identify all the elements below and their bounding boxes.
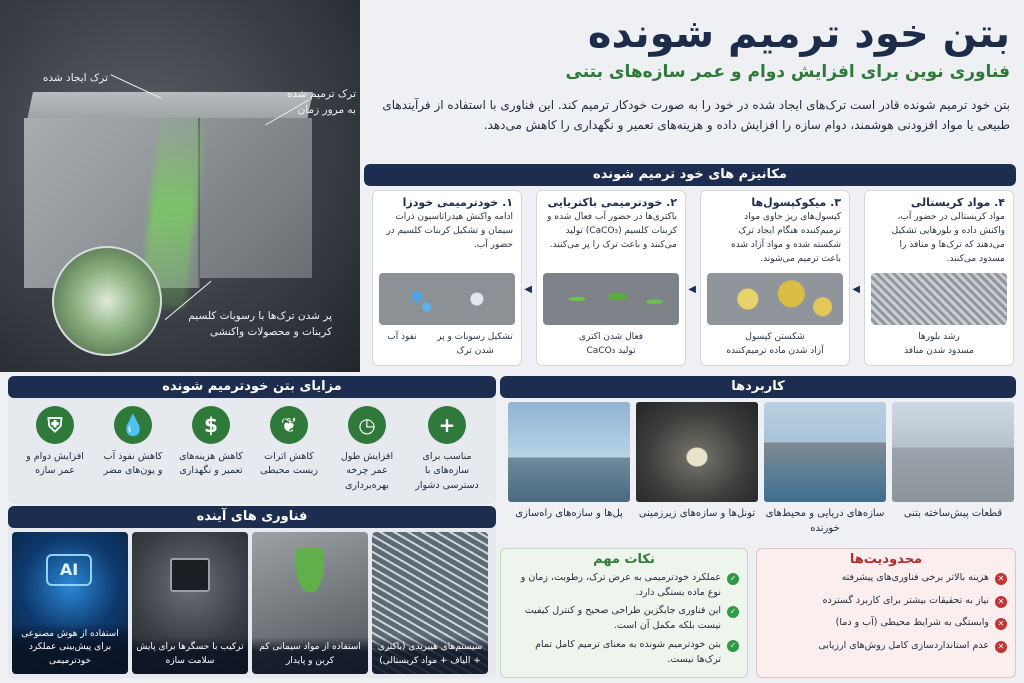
- water-drop-icon: [379, 273, 515, 325]
- crystal-growth-icon: [871, 273, 1007, 325]
- dollar-icon: $: [192, 406, 230, 444]
- mechanism-title: ۳. میکوکپسول‌ها: [751, 196, 841, 209]
- notes-panel: [500, 548, 748, 678]
- mechanism-title: ۲. خودترمیمی باکتریایی: [547, 196, 677, 209]
- close-icon: ✕: [995, 596, 1007, 608]
- mechanism-caption: [377, 331, 517, 358]
- limitation-item: [757, 616, 1015, 631]
- limitations-panel: [756, 548, 1016, 678]
- applications-heading: کاربردها: [500, 376, 1016, 398]
- arrow-icon: ◀: [524, 284, 532, 295]
- green-concrete-icon: [296, 548, 324, 592]
- benefit-label: افزایش طول عمر چرخه بهره‌برداری: [340, 451, 394, 491]
- mechanism-card-autogenous: [372, 190, 522, 366]
- tunnel-icon: [636, 402, 758, 502]
- future-label: سیستم‌های هیبریدی (باکتری + الیاف + مواد کریستالی): [372, 637, 488, 674]
- limitation-text: هزینه بالاتر برخی فناوری‌های پیشرفته: [841, 572, 989, 583]
- leaf-icon: ❦: [270, 406, 308, 444]
- mechanism-card-microcapsules: [700, 190, 850, 366]
- note-text: بتن خودترمیم شونده به معنای ترمیم کامل تمام ترک‌ها نیست.: [535, 638, 721, 665]
- label-crack-created: ترک ایجاد شده: [42, 72, 108, 84]
- hero-concrete-image: [0, 0, 360, 372]
- arrow-icon: ◀: [852, 284, 860, 295]
- future-label: ترکیب با حسگرها برای پایش سلامت سازه: [132, 637, 248, 674]
- notes-heading: نکات مهم: [593, 552, 655, 567]
- limitation-item: [757, 594, 1015, 609]
- future-card-ai: [12, 532, 128, 674]
- future-heading: فناوری های آینده: [8, 506, 496, 528]
- limitation-text: نیاز به تحقیقات بیشتر برای کاربرد گسترده: [822, 594, 989, 606]
- page-subtitle: فناوری نوین برای افزایش دوام و عمر سازه‌های بتنی: [565, 62, 1010, 82]
- mechanisms-section: [364, 164, 1016, 372]
- note-text: این فناوری جایگزین طراحی صحیح و کنترل کیفیت نیست بلکه مکمل آن است.: [524, 605, 721, 632]
- application-label: قطعات پیش‌ساخته بتنی: [903, 508, 1003, 519]
- caption-b: تولید CaCO₃: [586, 345, 636, 356]
- clock-icon: ◷: [348, 406, 386, 444]
- benefit-environment: [256, 406, 322, 479]
- application-label: تونل‌ها و سازه‌های زیرزمینی: [638, 508, 756, 519]
- crack-magnifier-icon: [52, 246, 162, 356]
- mechanism-title: ۴. مواد کریستالی: [910, 196, 1005, 209]
- page-title: بتن خود ترمیم شونده: [587, 11, 1010, 57]
- note-item: [501, 571, 747, 600]
- close-icon: ✕: [995, 618, 1007, 630]
- close-icon: ✕: [995, 641, 1007, 653]
- intro-paragraph: بتن خود ترمیم شونده قادر است ترک‌های ایجاد شده در خود را به صورت خودکار ترمیم کند. این فناوری با استفاده از فرآیندهای طبیعی یا مواد افزودنی هوشمند، دوام سازه را افزایش داده و هزینه‌های تعمیر و نگهداری را کاهش می‌دهد.: [382, 98, 1010, 132]
- check-icon: ✓: [727, 606, 739, 618]
- application-label: سازه‌های دریایی و محیط‌های خورنده: [765, 508, 885, 534]
- note-text: عملکرد خودترمیمی به عرض ترک، رطوبت، زمان و نوع ماده بستگی دارد.: [520, 572, 721, 598]
- caption-b: مسدود شدن منافذ: [904, 345, 974, 356]
- future-label: استفاده از مواد سیمانی کم کربن و پایدار: [252, 637, 368, 674]
- mechanism-caption: [705, 331, 845, 358]
- label-crack-filling: پر شدن ترک‌ها با رسوبات کلسیم کربنات و محصولات واکنشی: [188, 310, 332, 339]
- limitation-item: [757, 571, 1015, 586]
- benefit-lifecycle: [334, 406, 400, 493]
- caption-a: رشد بلورها: [918, 332, 960, 342]
- close-icon: ✕: [995, 573, 1007, 585]
- benefit-cost: [178, 406, 244, 479]
- future-card-green-concrete: [252, 532, 368, 674]
- limitations-heading: محدودیت‌ها: [849, 552, 923, 567]
- mechanism-caption: [541, 331, 681, 358]
- limitation-item: [757, 639, 1015, 654]
- ai-brain-icon: AI: [46, 554, 92, 586]
- application-bridges: [508, 402, 630, 544]
- mechanism-title: ۱. خودترمیمی خودزا: [402, 196, 513, 209]
- mechanism-caption: [869, 331, 1009, 358]
- sensor-chip-icon: [170, 558, 210, 592]
- note-item: [501, 638, 747, 667]
- benefit-water: [100, 406, 166, 479]
- benefits-heading: مزایای بتن خودترمیم شونده: [8, 376, 496, 398]
- benefit-label: مناسب برای سازه‌های با دسترسی دشوار: [415, 451, 479, 491]
- label-crack-repaired: ترک ترمیم شده به مرور زمان: [286, 88, 356, 117]
- applications-section: [500, 376, 1016, 546]
- benefit-label: کاهش اثرات زیست محیطی: [260, 451, 318, 477]
- arrow-icon: ◀: [688, 284, 696, 295]
- plus-icon: +: [428, 406, 466, 444]
- benefit-durability: [22, 406, 88, 479]
- mechanism-desc: باکتری‌ها در حضور آب فعال شده و کربنات کلسیم (CaCO₃) تولید می‌کنند و باعث ترک را پر می‌کنند.: [547, 212, 677, 250]
- caption-b: تشکیل رسوبات و پر شدن ترک: [437, 332, 513, 356]
- caption-a: فعال شدن اکتری: [578, 332, 644, 342]
- caption-a: شکستن کپسول: [745, 332, 805, 342]
- concrete-block-side: [200, 118, 312, 278]
- mechanism-desc: کپسول‌های ریز حاوی مواد ترمیم‌کننده هنگام ایجاد ترک شکسته شده و مواد آزاد شده باعث ترمیم می‌شوند.: [730, 212, 841, 264]
- limitation-text: عدم استانداردسازی کامل روش‌های ارزیابی: [818, 640, 989, 652]
- note-item: [501, 604, 747, 633]
- limitation-text: وابستگی به شرایط محیطی (آب و دما): [835, 617, 989, 629]
- benefit-label: افزایش دوام و عمر سازه: [26, 451, 84, 477]
- caption-b: آزاد شدن ماده ترمیم‌کننده: [726, 345, 824, 356]
- benefit-label: کاهش نفوذ آب و یون‌های مضر: [103, 451, 163, 477]
- application-tunnels: [636, 402, 758, 544]
- microcapsule-icon: [707, 273, 843, 325]
- application-label: پل‌ها و سازه‌های راه‌سازی: [515, 508, 623, 519]
- bacteria-icon: [543, 273, 679, 325]
- mechanism-card-bacterial: [536, 190, 686, 366]
- benefit-access: [414, 406, 480, 493]
- bridge-icon: [508, 402, 630, 502]
- caption-a: نفوذ آب: [387, 332, 417, 342]
- marine-structure-icon: [764, 402, 886, 502]
- mechanisms-heading: مکانیزم های خود ترمیم شونده: [364, 164, 1016, 186]
- future-label: استفاده از هوش مصنوعی برای پیش‌بینی عملکرد خودترمیمی: [12, 624, 128, 675]
- future-tech-section: [8, 506, 496, 678]
- future-card-hybrid: [372, 532, 488, 674]
- application-precast: [892, 402, 1014, 544]
- application-marine: [764, 402, 886, 544]
- precast-elements-icon: [892, 402, 1014, 502]
- mechanism-card-crystalline: [864, 190, 1014, 366]
- benefits-section: [8, 376, 496, 504]
- check-icon: ✓: [727, 640, 739, 652]
- future-card-sensors: [132, 532, 248, 674]
- shield-icon: ⛨: [36, 406, 74, 444]
- hybrid-fiber-icon: [372, 532, 373, 533]
- water-drop-icon: 💧: [114, 406, 152, 444]
- mechanism-desc: مواد کریستالی در حضور آب، واکنش داده و بلورهایی تشکیل می‌دهند که ترک‌ها و منافذ را مسدود می‌کنند.: [891, 212, 1005, 264]
- check-icon: ✓: [727, 573, 739, 585]
- mechanism-desc: ادامه واکنش هیدراتاسیون ذرات سیمان و تشکیل کربنات کلسیم در حضور آب.: [386, 212, 513, 250]
- benefit-label: کاهش هزینه‌های تعمیر و نگهداری: [179, 451, 243, 477]
